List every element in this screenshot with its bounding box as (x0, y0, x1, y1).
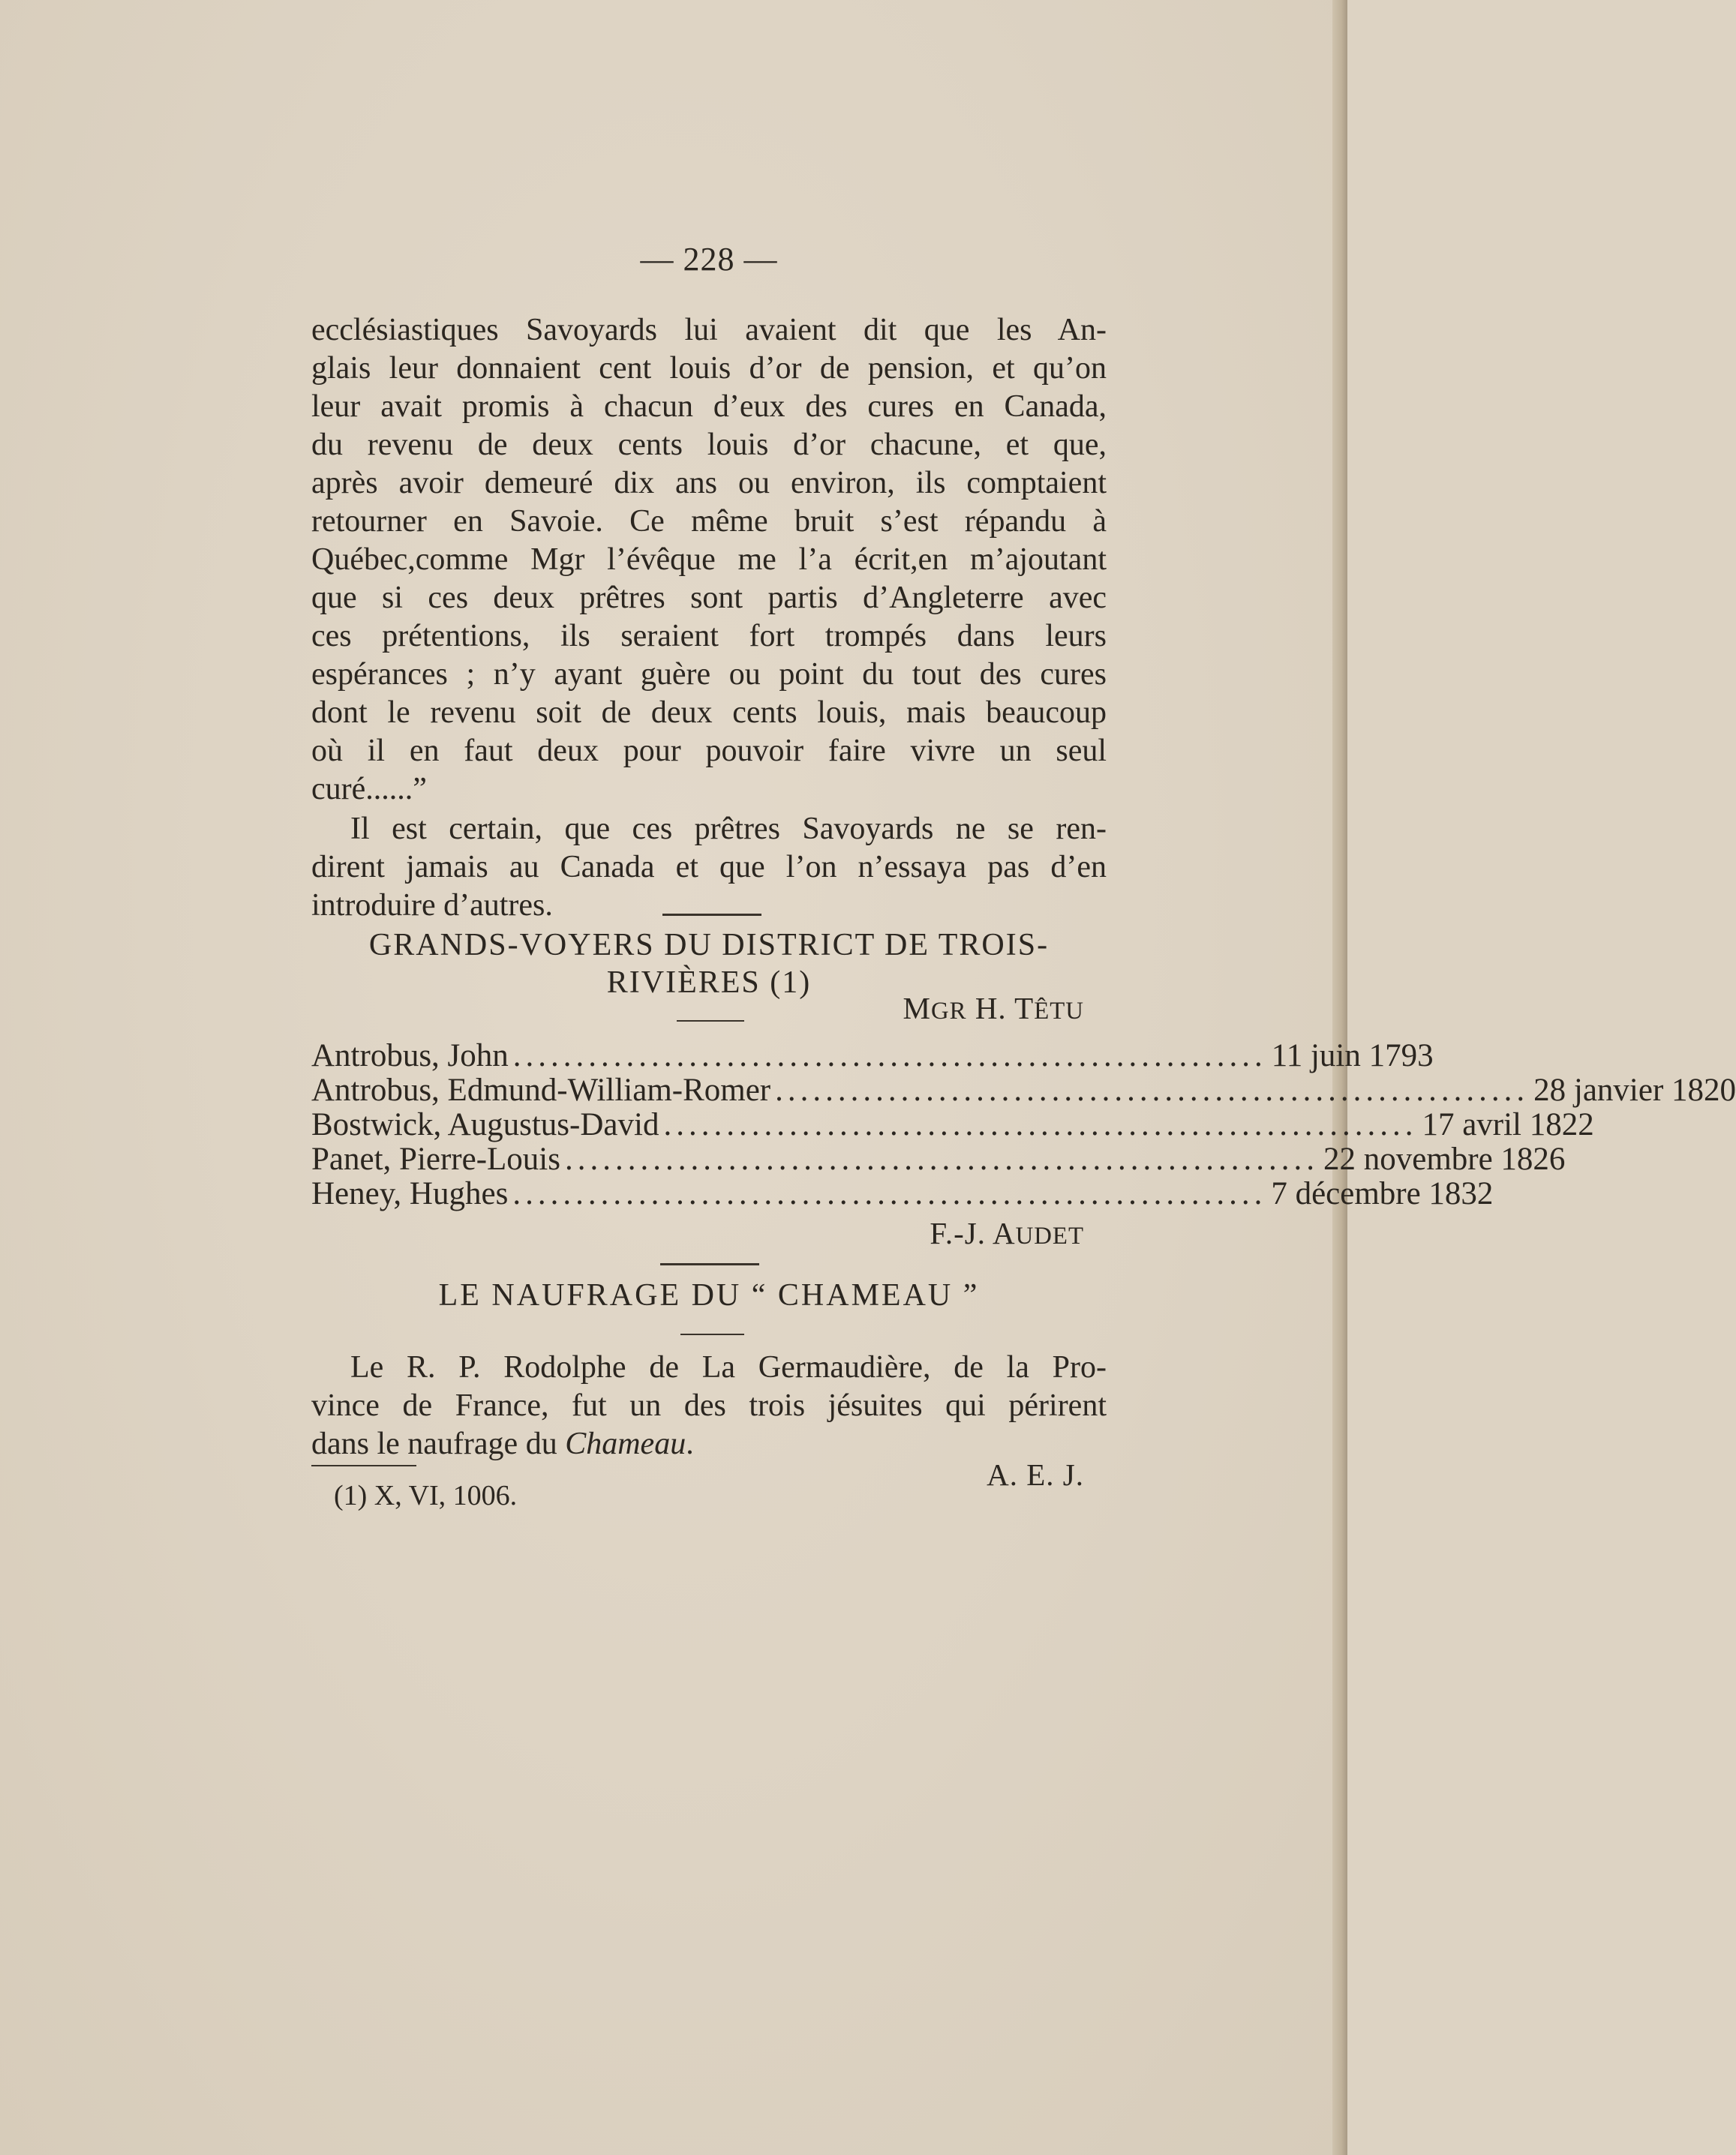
text-line: dirent jamais au Canada et que l’on n’essaya pas d’en (311, 850, 1107, 884)
roster-row (311, 1107, 1594, 1142)
roster-row (311, 1176, 1494, 1211)
page-number: — 228 — (640, 241, 778, 278)
text-line: dont le revenu soit de deux cents louis, mais beaucoup (311, 695, 1107, 730)
article1-paragraph-2 (311, 810, 1107, 925)
text-line: leur avait promis à chacun d’eux des cures en Canada, (311, 389, 1107, 424)
text-line: vince de France, fut un des trois jésuites qui périrent (311, 1388, 1107, 1423)
text-line: glais leur donnaient cent louis d’or de pension, et qu’on (311, 351, 1107, 386)
roster-date: 28 janvier 1820 (1533, 1073, 1736, 1108)
article3-paragraph (311, 1349, 1107, 1463)
ship-name: Chameau (565, 1427, 686, 1461)
text-line: retourner en Savoie. Ce même bruit s’est répandu à (311, 504, 1107, 539)
footnote-rule (311, 1465, 416, 1466)
article3-heading: LE NAUFRAGE DU “ CHAMEAU ” (438, 1278, 980, 1313)
article2-heading (311, 926, 1107, 1001)
text-line: curé......” (311, 772, 427, 806)
roster-row (311, 1142, 1566, 1177)
roster-date: 17 avril 1822 (1422, 1107, 1594, 1142)
text-line: où il en faut deux pour pouvoir faire vivre un seul (311, 734, 1107, 768)
article1-signature: MGR H. TÊTU (903, 991, 1084, 1025)
roster-name: Panet, Pierre-Louis (311, 1142, 560, 1177)
article3-signature: A. E. J. (987, 1457, 1084, 1492)
text-line: Québec,comme Mgr l’évêque me l’a écrit,en m’ajoutant (311, 542, 1107, 577)
section-divider (662, 914, 761, 916)
text-line: introduire d’autres. (311, 888, 553, 923)
roster-name: Antrobus, Edmund-William-Romer (311, 1073, 771, 1108)
text-line: Il est certain, que ces prêtres Savoyards ne se ren- (350, 812, 1107, 846)
leader-dots: ............................................................ (512, 1176, 1267, 1211)
section-divider-2 (660, 1263, 759, 1265)
article1-paragraph (311, 311, 1107, 809)
roster-name: Bostwick, Augustus-David (311, 1107, 659, 1142)
roster-row (311, 1073, 1736, 1108)
article2-heading-line2: RIVIÈRES (1) (606, 965, 812, 1000)
roster-row (311, 1038, 1434, 1073)
roster-date: 22 novembre 1826 (1323, 1142, 1566, 1177)
roster-date: 11 juin 1793 (1271, 1038, 1434, 1073)
text-line: du revenu de deux cents louis d’or chacune, et que, (311, 428, 1107, 462)
text-line: après avoir demeuré dix ans ou environ, ils comptaient (311, 466, 1107, 500)
leader-dots: ............................................................ (512, 1038, 1267, 1073)
leader-dots: ............................................................ (564, 1142, 1319, 1177)
text-line: dans le naufrage du Chameau. (311, 1427, 694, 1461)
text-line: espérances ; n’y ayant guère ou point du tout des cures (311, 657, 1107, 692)
roster-date: 7 décembre 1832 (1271, 1176, 1494, 1211)
heading-underline-2 (680, 1334, 744, 1335)
roster-name: Antrobus, John (311, 1038, 509, 1073)
heading-underline (677, 1020, 744, 1022)
text-line: ecclésiastiques Savoyards lui avaient dit que les An- (311, 313, 1107, 347)
leader-dots: ............................................................ (663, 1107, 1418, 1142)
article2-signature: F.-J. AUDET (930, 1216, 1084, 1250)
article2-heading-line1: GRANDS-VOYERS DU DISTRICT DE TROIS- (368, 928, 1050, 962)
text-line: Le R. P. Rodolphe de La Germaudière, de la Pro- (350, 1350, 1107, 1385)
roster-name: Heney, Hughes (311, 1176, 509, 1211)
text-line: que si ces deux prêtres sont partis d’Angleterre avec (311, 581, 1107, 615)
leader-dots: ............................................................ (775, 1073, 1530, 1108)
text-line: ces prétentions, ils seraient fort trompés dans leurs (311, 619, 1107, 653)
grands-voyers-list (311, 1038, 1736, 1211)
footnote: (1) X, VI, 1006. (334, 1480, 518, 1511)
